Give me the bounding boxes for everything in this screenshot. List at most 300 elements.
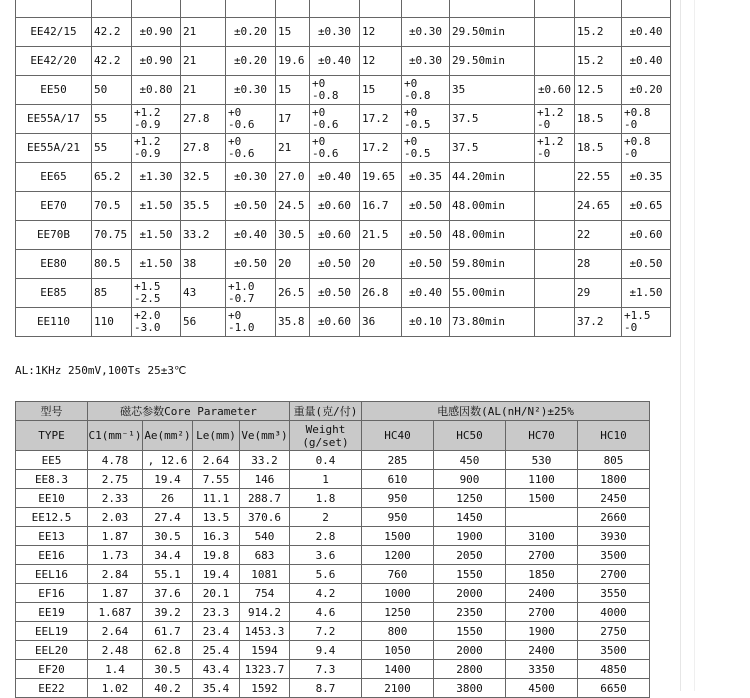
dimension-type-cell: EE65 [16, 163, 92, 192]
core-type-cell: EEL19 [16, 622, 88, 641]
dimension-tolerance-cell: ±0.90 [132, 18, 181, 47]
header-weight-en [290, 421, 362, 451]
core-value-cell: 914.2 [240, 603, 290, 622]
core-value-cell: 2.8 [290, 527, 362, 546]
tolerance-line: +1.5 [624, 309, 651, 322]
dimension-tolerance-cell [226, 134, 276, 163]
core-value-cell: 1323.7 [240, 660, 290, 679]
core-value-cell: 2.75 [88, 470, 143, 489]
tolerance-line: +1.2 [537, 135, 564, 148]
tolerance-line: -3.0 [134, 321, 161, 334]
core-value-cell: 2.84 [88, 565, 143, 584]
dimension-value-cell [575, 0, 622, 18]
dimension-value-cell: 22 [575, 221, 622, 250]
dimension-value-cell: 35 [450, 76, 535, 105]
dimension-value-cell: 50 [92, 76, 132, 105]
dimension-type-cell: EE55A/17 [16, 105, 92, 134]
core-type-cell: EE13 [16, 527, 88, 546]
core-value-cell: 2.33 [88, 489, 143, 508]
tolerance-line: -0 [537, 118, 551, 131]
core-value-cell: 40.2 [143, 679, 193, 698]
core-value-cell: 61.7 [143, 622, 193, 641]
dimension-tolerance-cell: ±0.90 [132, 47, 181, 76]
core-table-row [16, 641, 650, 660]
dimension-value-cell: 29.50min [450, 18, 535, 47]
core-value-cell: 1081 [240, 565, 290, 584]
core-value-cell: 1400 [362, 660, 434, 679]
core-value-cell: 1450 [434, 508, 506, 527]
core-value-cell: 1592 [240, 679, 290, 698]
header-weight-en-line1: Weight [305, 422, 346, 436]
core-value-cell: 25.4 [193, 641, 240, 660]
dimension-type-cell: EE42/20 [16, 47, 92, 76]
tolerance-line: -0.5 [404, 147, 431, 160]
core-value-cell: 754 [240, 584, 290, 603]
dimension-value-cell: 37.5 [450, 134, 535, 163]
core-value-cell: 2.03 [88, 508, 143, 527]
tolerance-line: -0 [624, 118, 638, 131]
core-value-cell: 2350 [434, 603, 506, 622]
dimension-tolerance-cell: ±0.60 [622, 221, 671, 250]
dimension-tolerance-cell [132, 134, 181, 163]
core-value-cell: 9.4 [290, 641, 362, 660]
dimension-tolerance-cell: ±0.40 [310, 163, 360, 192]
core-value-cell: 7.2 [290, 622, 362, 641]
dimension-type-cell [16, 0, 92, 18]
header-hc70: HC70 [506, 421, 578, 451]
core-table-row [16, 546, 650, 565]
dimension-tolerance-cell [132, 279, 181, 308]
dimension-value-cell: 24.65 [575, 192, 622, 221]
core-value-cell: 2000 [434, 584, 506, 603]
core-value-cell: 1550 [434, 565, 506, 584]
dimension-tolerance-cell: ±1.50 [622, 279, 671, 308]
core-value-cell [506, 508, 578, 527]
dimension-tolerance-cell: ±0.35 [622, 163, 671, 192]
core-value-cell: 2750 [578, 622, 650, 641]
core-value-cell: 7.55 [193, 470, 240, 489]
dimension-value-cell: 21.5 [360, 221, 402, 250]
page-right-border [680, 0, 681, 691]
core-value-cell: 2450 [578, 489, 650, 508]
core-value-cell: 3500 [578, 641, 650, 660]
core-value-cell: 370.6 [240, 508, 290, 527]
dimension-tolerance-cell: ±0.50 [402, 250, 450, 279]
dimension-value-cell: 56 [181, 308, 226, 337]
dimension-value-cell: 55 [92, 105, 132, 134]
core-value-cell: 23.4 [193, 622, 240, 641]
core-value-cell: 19.8 [193, 546, 240, 565]
dimension-table-row [16, 308, 671, 337]
core-value-cell: 6650 [578, 679, 650, 698]
dimension-value-cell: 17 [276, 105, 310, 134]
core-table-row [16, 527, 650, 546]
core-value-cell: 540 [240, 527, 290, 546]
core-value-cell: 1900 [434, 527, 506, 546]
dimension-value-cell: 29 [575, 279, 622, 308]
core-type-cell: EE12.5 [16, 508, 88, 527]
dimension-tolerance-cell [132, 308, 181, 337]
dimension-tolerance-cell [310, 76, 360, 105]
dimension-tolerance-cell [310, 134, 360, 163]
core-value-cell: 2.64 [193, 451, 240, 470]
dimension-tolerance-cell: ±1.50 [132, 250, 181, 279]
dimension-tolerance-cell: ±0.40 [622, 18, 671, 47]
tolerance-line: +0 [404, 106, 418, 119]
dimension-value-cell: 37.5 [450, 105, 535, 134]
dimension-value-cell: 65.2 [92, 163, 132, 192]
tolerance-line: +0 [312, 135, 326, 148]
dimension-table-row [16, 192, 671, 221]
core-value-cell: 4.2 [290, 584, 362, 603]
tolerance-line: -0.5 [404, 118, 431, 131]
dimension-tolerance-cell [535, 105, 575, 134]
core-table-row [16, 489, 650, 508]
dimension-tolerance-cell [226, 279, 276, 308]
dimension-type-cell: EE70 [16, 192, 92, 221]
dimension-table-row [16, 0, 671, 18]
dimension-type-cell: EE42/15 [16, 18, 92, 47]
tolerance-line: +0 [312, 106, 326, 119]
dimension-value-cell: 17.2 [360, 105, 402, 134]
dimension-value-cell: 29.50min [450, 47, 535, 76]
dimension-table-row [16, 163, 671, 192]
core-value-cell: 4.78 [88, 451, 143, 470]
tolerance-line: -0 [624, 147, 638, 160]
dimension-value-cell: 33.2 [181, 221, 226, 250]
core-value-cell: 530 [506, 451, 578, 470]
core-table-row [16, 451, 650, 470]
dimension-tolerance-cell [535, 221, 575, 250]
core-type-cell: EEL16 [16, 565, 88, 584]
core-value-cell: 3800 [434, 679, 506, 698]
dimension-value-cell: 16.7 [360, 192, 402, 221]
dimension-tolerance-cell [402, 105, 450, 134]
core-value-cell: 146 [240, 470, 290, 489]
dimension-value-cell [92, 0, 132, 18]
dimension-value-cell: 27.0 [276, 163, 310, 192]
core-value-cell: 55.1 [143, 565, 193, 584]
core-type-cell: EE22 [16, 679, 88, 698]
dimension-value-cell: 85 [92, 279, 132, 308]
tolerance-line: -0.6 [228, 118, 255, 131]
dimension-table-row [16, 279, 671, 308]
dimension-tolerance-cell: ±0.40 [310, 47, 360, 76]
dimension-table-row [16, 47, 671, 76]
core-value-cell: 1594 [240, 641, 290, 660]
dimension-table-row [16, 250, 671, 279]
core-value-cell: 2700 [506, 546, 578, 565]
dimension-type-cell: EE85 [16, 279, 92, 308]
core-value-cell: 683 [240, 546, 290, 565]
dimension-tolerance-cell: ±1.50 [132, 192, 181, 221]
core-value-cell: 33.2 [240, 451, 290, 470]
dimension-tolerance-cell [622, 105, 671, 134]
header-c1: C1(mm⁻¹) [88, 421, 143, 451]
tolerance-line: +0 [228, 135, 242, 148]
header-hc50: HC50 [434, 421, 506, 451]
core-value-cell: 1850 [506, 565, 578, 584]
dimension-type-cell: EE80 [16, 250, 92, 279]
dimension-tolerance-cell: ±0.50 [310, 279, 360, 308]
core-value-cell: 3100 [506, 527, 578, 546]
core-value-cell: 900 [434, 470, 506, 489]
core-value-cell: 19.4 [143, 470, 193, 489]
dimension-tolerance-cell: ±0.80 [132, 76, 181, 105]
dimension-value-cell [181, 0, 226, 18]
dimension-value-cell: 12 [360, 47, 402, 76]
header-hc40: HC40 [362, 421, 434, 451]
dimension-value-cell: 38 [181, 250, 226, 279]
core-parameter-table [15, 401, 650, 698]
dimension-tolerance-cell: ±0.50 [402, 221, 450, 250]
core-value-cell: 1100 [506, 470, 578, 489]
dimension-value-cell: 15.2 [575, 18, 622, 47]
core-value-cell: 1500 [362, 527, 434, 546]
core-value-cell: 19.4 [193, 565, 240, 584]
core-value-cell: 1900 [506, 622, 578, 641]
tolerance-line: -0.7 [228, 292, 255, 305]
core-value-cell: , 12.6 [143, 451, 193, 470]
core-value-cell: 2400 [506, 584, 578, 603]
dimension-value-cell: 36 [360, 308, 402, 337]
core-type-cell: EF16 [16, 584, 88, 603]
dimension-value-cell: 27.8 [181, 134, 226, 163]
core-value-cell: 26 [143, 489, 193, 508]
core-value-cell: 1.87 [88, 527, 143, 546]
dimension-tolerance-cell: ±0.60 [310, 308, 360, 337]
dimension-value-cell: 12.5 [575, 76, 622, 105]
core-value-cell: 1250 [362, 603, 434, 622]
core-value-cell: 1.8 [290, 489, 362, 508]
dimension-type-cell: EE50 [16, 76, 92, 105]
core-value-cell: 4500 [506, 679, 578, 698]
core-table-row [16, 470, 650, 489]
dimension-value-cell: 22.55 [575, 163, 622, 192]
tolerance-line: -0.8 [312, 89, 339, 102]
dimension-tolerance-cell: ±0.10 [402, 308, 450, 337]
dimension-tolerance-cell [535, 0, 575, 18]
dimension-value-cell: 32.5 [181, 163, 226, 192]
tolerance-line: +0.8 [624, 135, 651, 148]
core-value-cell: 2050 [434, 546, 506, 565]
dimension-type-cell: EE70B [16, 221, 92, 250]
dimension-tolerance-cell: ±1.50 [132, 221, 181, 250]
dimension-tolerance-cell: ±0.50 [310, 250, 360, 279]
core-value-cell: 1500 [506, 489, 578, 508]
tolerance-line: -0.6 [312, 147, 339, 160]
core-value-cell: 1250 [434, 489, 506, 508]
dimension-value-cell: 80.5 [92, 250, 132, 279]
dimension-tolerance-cell [402, 76, 450, 105]
dimension-tolerance-cell [310, 105, 360, 134]
core-value-cell: 1.87 [88, 584, 143, 603]
dimension-value-cell: 55.00min [450, 279, 535, 308]
dimension-value-cell: 35.5 [181, 192, 226, 221]
tolerance-line: +0 [312, 77, 326, 90]
dimension-tolerance-cell [535, 308, 575, 337]
dimension-tolerance-cell: ±0.30 [226, 163, 276, 192]
dimension-tolerance-cell [402, 0, 450, 18]
dimension-value-cell: 15 [276, 18, 310, 47]
core-value-cell: 2700 [506, 603, 578, 622]
tolerance-line: +0 [228, 106, 242, 119]
core-value-cell: 288.7 [240, 489, 290, 508]
core-value-cell: 30.5 [143, 660, 193, 679]
dimension-value-cell: 12 [360, 18, 402, 47]
dimension-tolerance-cell [226, 0, 276, 18]
core-value-cell: 62.8 [143, 641, 193, 660]
dimension-value-cell: 70.75 [92, 221, 132, 250]
dimension-table-row [16, 76, 671, 105]
dimension-value-cell: 26.5 [276, 279, 310, 308]
core-value-cell: 3.6 [290, 546, 362, 565]
dimension-tolerance-cell: ±0.60 [535, 76, 575, 105]
dimension-tolerance-cell: ±0.40 [226, 221, 276, 250]
header-ae: Ae(mm²) [143, 421, 193, 451]
tolerance-line: -2.5 [134, 292, 161, 305]
tolerance-line: +2.0 [134, 309, 161, 322]
core-value-cell: 760 [362, 565, 434, 584]
dimension-table-row [16, 221, 671, 250]
dimension-tolerance-cell [310, 0, 360, 18]
core-value-cell: 0.4 [290, 451, 362, 470]
dimension-tolerance-cell [132, 0, 181, 18]
dimension-tolerance-cell: ±0.35 [402, 163, 450, 192]
dimension-value-cell: 21 [276, 134, 310, 163]
dimension-tolerance-cell [535, 134, 575, 163]
core-value-cell: 3550 [578, 584, 650, 603]
core-value-cell: 3350 [506, 660, 578, 679]
dimension-tolerance-cell [535, 192, 575, 221]
core-value-cell: 30.5 [143, 527, 193, 546]
core-value-cell: 1800 [578, 470, 650, 489]
dimension-value-cell: 27.8 [181, 105, 226, 134]
dimension-tolerance-cell [226, 308, 276, 337]
dimension-value-cell: 20 [360, 250, 402, 279]
dimension-value-cell: 26.8 [360, 279, 402, 308]
dimension-tolerance-cell: ±0.20 [622, 76, 671, 105]
dimension-value-cell: 59.80min [450, 250, 535, 279]
core-value-cell: 16.3 [193, 527, 240, 546]
core-value-cell: 2400 [506, 641, 578, 660]
core-value-cell: 1000 [362, 584, 434, 603]
core-type-cell: EE16 [16, 546, 88, 565]
core-value-cell: 450 [434, 451, 506, 470]
dimension-value-cell: 21 [181, 18, 226, 47]
dimension-value-cell: 42.2 [92, 47, 132, 76]
core-value-cell: 950 [362, 508, 434, 527]
dimension-tolerance-cell [535, 47, 575, 76]
core-value-cell: 1.02 [88, 679, 143, 698]
dimension-value-cell: 15 [276, 76, 310, 105]
dimension-value-cell: 55 [92, 134, 132, 163]
tolerance-line: -0.6 [312, 118, 339, 131]
core-value-cell: 1050 [362, 641, 434, 660]
tolerance-line: +1.5 [134, 280, 161, 293]
core-value-cell: 610 [362, 470, 434, 489]
dimension-tolerance-cell: ±0.20 [226, 18, 276, 47]
dimension-value-cell: 21 [181, 76, 226, 105]
core-table-row [16, 622, 650, 641]
core-type-cell: EE10 [16, 489, 88, 508]
core-table-row [16, 660, 650, 679]
dimension-table-row [16, 134, 671, 163]
core-type-cell: EE19 [16, 603, 88, 622]
tolerance-line: +0 [404, 135, 418, 148]
header-le: Le(mm) [193, 421, 240, 451]
tolerance-line: +1.2 [134, 106, 161, 119]
dimension-tolerance-cell [622, 0, 671, 18]
dimension-value-cell [360, 0, 402, 18]
tolerance-line: -1.0 [228, 321, 255, 334]
dimension-value-cell: 18.5 [575, 105, 622, 134]
dimension-value-cell: 37.2 [575, 308, 622, 337]
dimension-value-cell: 70.5 [92, 192, 132, 221]
core-value-cell: 27.4 [143, 508, 193, 527]
tolerance-line: -0.8 [404, 89, 431, 102]
core-value-cell: 37.6 [143, 584, 193, 603]
core-value-cell: 2800 [434, 660, 506, 679]
core-value-cell: 11.1 [193, 489, 240, 508]
core-table-row [16, 584, 650, 603]
core-value-cell: 805 [578, 451, 650, 470]
header-al: 电感因数(AL(nH/N²)±25% [362, 402, 650, 421]
header-weight-cn: 重量(克/付) [290, 402, 362, 421]
core-value-cell: 23.3 [193, 603, 240, 622]
dimension-tolerance-cell [535, 18, 575, 47]
tolerance-line: +0 [404, 77, 418, 90]
dimension-tolerance-cell [535, 163, 575, 192]
dimension-value-cell: 20 [276, 250, 310, 279]
dimension-tolerance-cell: ±0.50 [622, 250, 671, 279]
dimension-value-cell: 18.5 [575, 134, 622, 163]
dimension-tolerance-cell: ±0.50 [226, 250, 276, 279]
dimension-value-cell: 28 [575, 250, 622, 279]
core-value-cell: 1.73 [88, 546, 143, 565]
core-value-cell: 2.48 [88, 641, 143, 660]
dimension-tolerance-cell [402, 134, 450, 163]
tolerance-line: +1.2 [537, 106, 564, 119]
header-ve: Ve(mm³) [240, 421, 290, 451]
dimension-value-cell: 44.20min [450, 163, 535, 192]
dimension-value-cell: 30.5 [276, 221, 310, 250]
tolerance-line: -0.9 [134, 118, 161, 131]
dimension-value-cell: 19.65 [360, 163, 402, 192]
core-value-cell: 39.2 [143, 603, 193, 622]
header-type-en: TYPE [16, 421, 88, 451]
core-value-cell: 1.687 [88, 603, 143, 622]
core-value-cell: 7.3 [290, 660, 362, 679]
dimension-tolerance-cell [226, 105, 276, 134]
header-core-parameter: 磁芯参数Core Parameter [88, 402, 290, 421]
core-value-cell: 3500 [578, 546, 650, 565]
core-value-cell: 34.4 [143, 546, 193, 565]
dimension-tolerance-cell [132, 105, 181, 134]
core-value-cell: 1453.3 [240, 622, 290, 641]
dimension-value-cell: 43 [181, 279, 226, 308]
core-value-cell: 20.1 [193, 584, 240, 603]
core-value-cell: 2.64 [88, 622, 143, 641]
core-type-cell: EEL20 [16, 641, 88, 660]
tolerance-line: -0.6 [228, 147, 255, 160]
core-value-cell: 1.4 [88, 660, 143, 679]
core-value-cell: 2100 [362, 679, 434, 698]
dimension-tolerance-cell: ±0.20 [226, 47, 276, 76]
core-value-cell: 2660 [578, 508, 650, 527]
dimension-tolerance-cell [535, 250, 575, 279]
core-value-cell: 4850 [578, 660, 650, 679]
